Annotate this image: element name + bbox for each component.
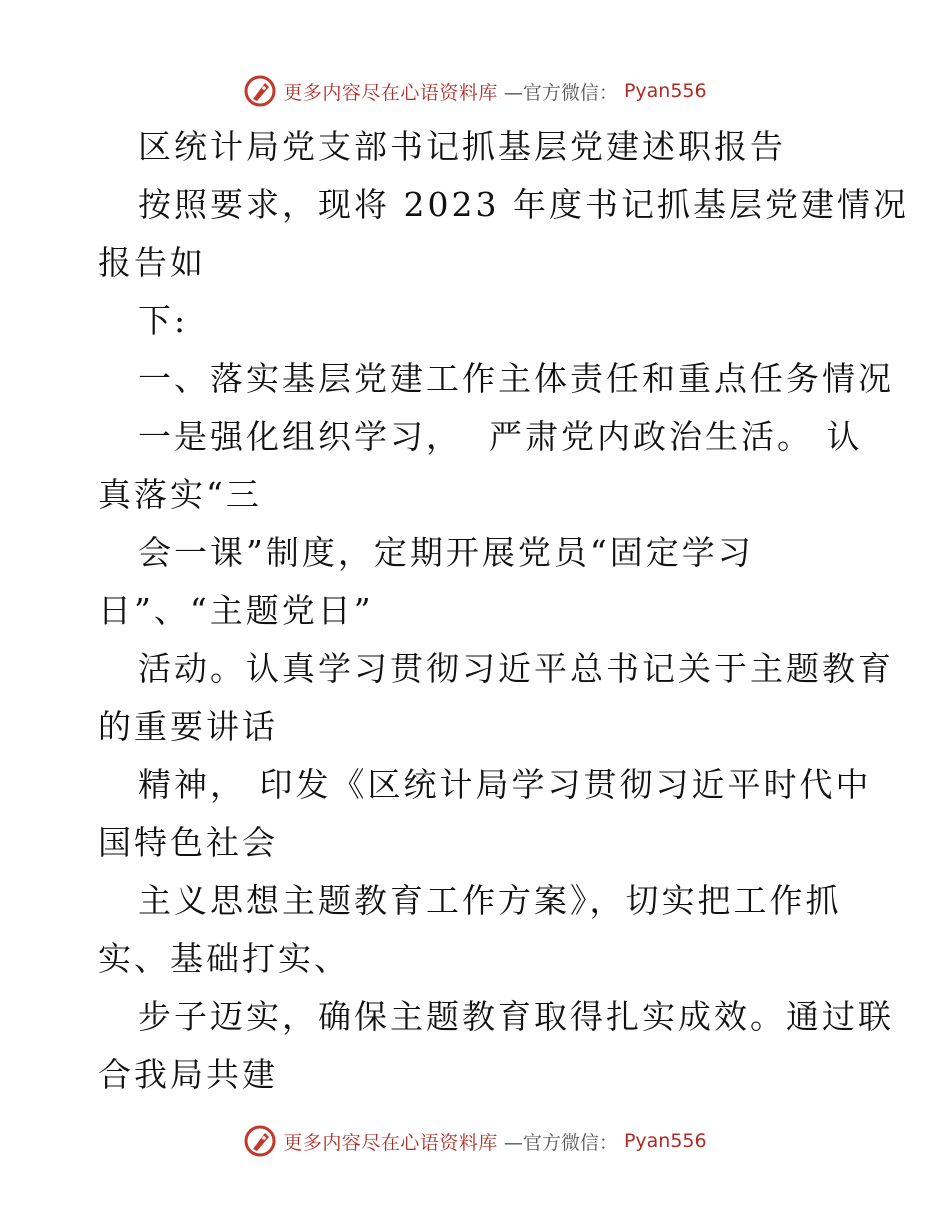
watermark-separator: —官方微信： (503, 1131, 618, 1154)
header-watermark (0, 71, 950, 111)
watermark-contact: Pyan556 (623, 80, 707, 102)
text-line: 活动。认真学习贯彻习近平总书记关于主题教育 (138, 649, 894, 688)
text-line: 下: (138, 301, 189, 340)
text-line: 会一课”制度，定期开展党员“固定学习 (138, 533, 754, 572)
pen-nib-circle-icon (243, 1124, 277, 1158)
text-line: 按照要求，现将 2023 年度书记抓基层党建情况 (138, 185, 909, 224)
text-line: 的重要讲话 (98, 707, 278, 746)
text-line: 报告如 (98, 243, 206, 282)
text-line: 主义思想主题教育工作方案》，切实把工作抓 (138, 881, 842, 920)
watermark-contact: Pyan556 (623, 1130, 707, 1152)
text-line: 精神， 印发《区统计局学习贯彻习近平时代中 (138, 765, 872, 804)
watermark-brand: 更多内容尽在心语资料库 (283, 81, 498, 104)
text-line: 真落实“三 (98, 475, 262, 514)
pen-nib-circle-icon (243, 74, 277, 108)
document-title: 区统计局党支部书记抓基层党建述职报告 (138, 127, 786, 166)
watermark-separator: —官方微信： (503, 81, 618, 104)
section-heading: 一、落实基层党建工作主体责任和重点任务情况 (138, 359, 894, 398)
watermark-brand: 更多内容尽在心语资料库 (283, 1131, 498, 1154)
footer-watermark (0, 1121, 950, 1161)
text-line: 实、基础打实、 (98, 939, 350, 978)
text-line: 合我局共建 (98, 1055, 278, 1094)
text-line: 步子迈实，确保主题教育取得扎实成效。通过联 (138, 997, 894, 1036)
text-line: 国特色社会 (98, 823, 278, 862)
text-line: 日”、“主题党日” (98, 591, 374, 630)
text-line: 一是强化组织学习， 严肃党内政治生活。 认 (138, 417, 863, 456)
